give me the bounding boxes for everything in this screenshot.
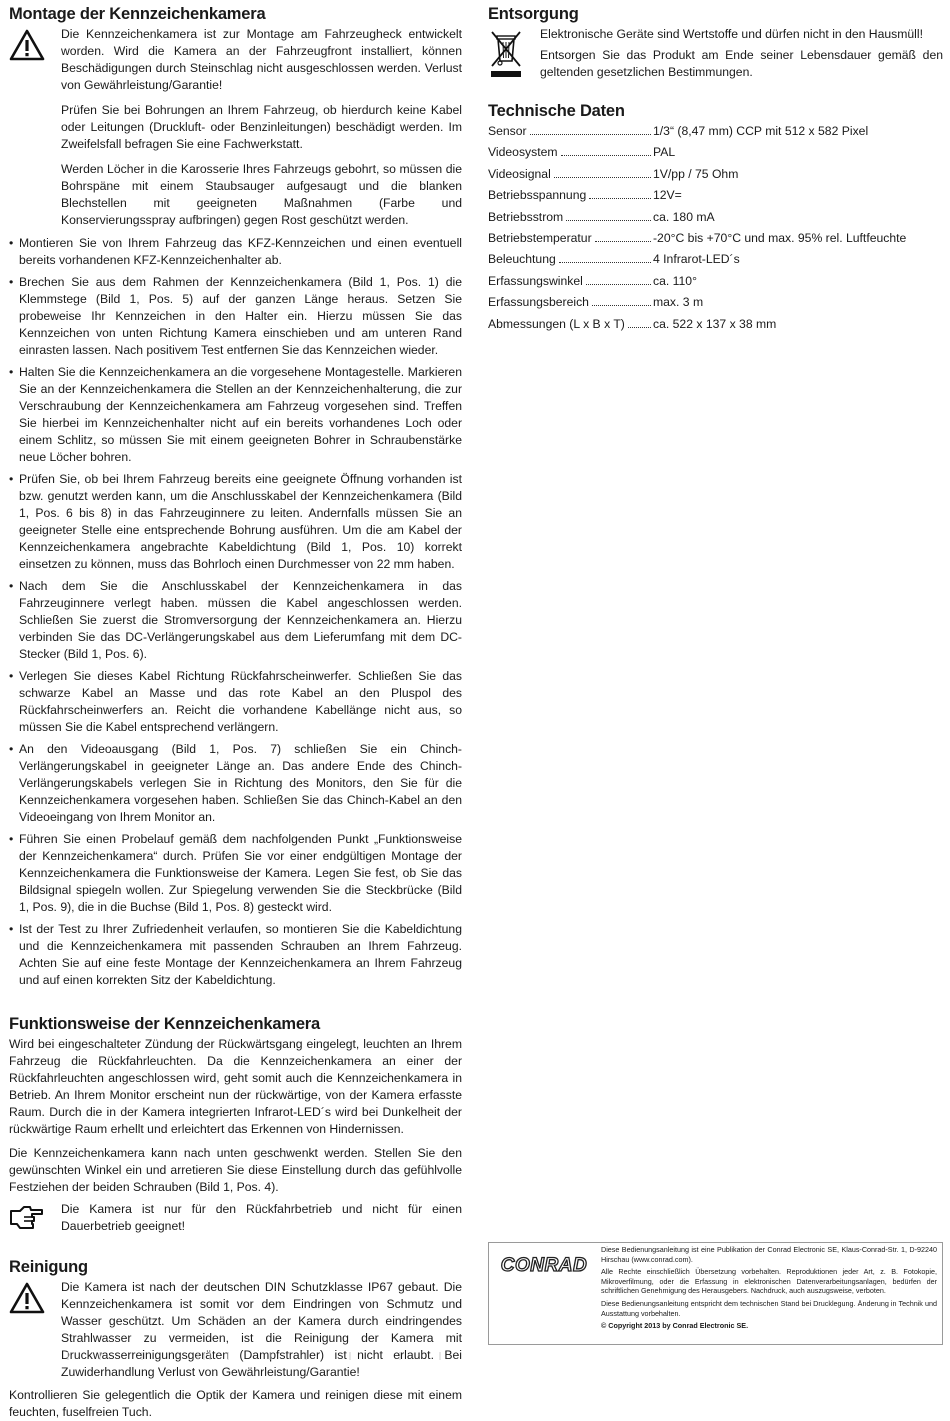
spec-value: 4 Infrarot-LED´s <box>653 252 740 267</box>
list-item: • An den Videoausgang (Bild 1, Pos. 7) schließen Sie ein Chinch-Verlängerungskabel in geeigneter Länge an. Das andere Ende des Chinch-Verlängerungskabels verlegen Sie in Richtung des Monitors, den Sie für die Kennzeichenkamera vorgesehen haben. Schließen Sie das Chinch-Kabel an den Videoeingang von Ihrem Monitor an. <box>9 741 462 826</box>
spec-value: 12V= <box>653 188 682 203</box>
reinigung-heading: Reinigung <box>9 1258 88 1276</box>
spec-label: Beleuchtung <box>488 252 556 267</box>
funktion-paragraph-1: Wird bei eingeschalteter Zündung der Rückwärtsgang eingelegt, leuchten an Ihrem Fahrzeug die Rückfahrleuchten. Da die Kennzeichenkamera an einer der Rückfahrleuchten angeschlossen wird, geht somit auch die Kennzeichenkamera in Betrieb. An Ihrem Monitor erscheint nun der rückwärtige, von der Kamera erfasste Raum. Durch die in der Kamera integrierten Infrarot-LED´s wird bei Dunkelheit der rückwärtige Raum erhellt und erleichtert das Erkennen von Hindernissen. <box>9 1037 462 1136</box>
spec-label: Erfassungsbereich <box>488 295 589 310</box>
spec-row <box>488 209 943 230</box>
spec-row <box>488 316 943 337</box>
reinigung-paragraph: Kontrollieren Sie gelegentlich die Optik der Kamera und reinigen diese mit einem feuchten, fuselfreien Tuch. <box>9 1388 462 1419</box>
list-item: • Prüfen Sie, ob bei Ihrem Fahrzeug bereits eine geeignete Öffnung vorhanden ist bzw. genutzt werden kann, um die Anschlusskabel der Kennzeichenkamera (Bild 1, Pos. 6 bis 8) in das Fahrzeuginnere zu leiten. Andernfalls müssen Sie an geeigneter Stelle eine entsprechende Bohrung ausführen. Um die am Kabel der Kennzeichenkamera angebrachte Kabeldichtung (Bild 1, Pos. 10) korrekt einsetzen zu können, muss das Bohrloch einen Durchmesser von 22 mm haben. <box>9 471 462 573</box>
spec-row <box>488 187 943 208</box>
montage-warning-block <box>9 26 462 229</box>
spec-label: Betriebstemperatur <box>488 230 592 245</box>
conrad-logo-text: CONRAD <box>500 1255 588 1276</box>
warning-triangle-icon <box>9 1282 45 1314</box>
montage-warning-3: Werden Löcher in die Karosserie Ihres Fahrzeugs gebohrt, so müssen die Bohrspäne mit einem Staubsauger aufgesaugt und die blanken Blechstellen mit geeigneten Maßnahmen (Farbe und Konservierungsspray aufbringen) gegen Rost geschützt werden. <box>61 162 462 227</box>
warning-triangle-icon <box>9 29 45 61</box>
spec-label: Videosignal <box>488 166 551 181</box>
funktion-note-block <box>9 1201 462 1235</box>
montage-warning-2: Prüfen Sie bei Bohrungen an Ihrem Fahrzeug, ob hierdurch keine Kabel oder Leitungen (Druckluft- oder Benzinleitungen) beschädigt werden. Im Zweifelsfall befragen Sie eine Fachwerkstatt. <box>61 103 462 151</box>
imprint-box <box>488 1242 943 1345</box>
reinigung-warning: Die Kamera ist nach der deutschen DIN Schutzklasse IP67 gebaut. Die Kennzeichenkamera ist somit vor dem Eindringen von Schmutz und Wasser geschützt. Um Schäden an der Kamera durch eindringendes Strahlwasser zu vermeiden, ist die Reinigung der Kamera mit Druckwasserreinigungsgeräten (Dampfstrahler) ist nicht erlaubt. Bei Zuwiderhandlung Verlust von Gewährleistung/Garantie! <box>61 1280 462 1379</box>
crossed-out-bin-icon <box>488 28 524 80</box>
spec-label: Erfassungswinkel <box>488 273 583 288</box>
entsorgung-paragraph-1: Elektronische Geräte sind Wertstoffe und dürfen nicht in den Hausmüll! <box>540 27 923 41</box>
reinigung-warning-block <box>9 1279 462 1381</box>
spec-label: Betriebsspannung <box>488 188 587 203</box>
spec-table <box>488 123 943 337</box>
spec-value: ca. 110° <box>653 273 697 288</box>
entsorgung-heading: Entsorgung <box>488 5 579 23</box>
conrad-logo-icon <box>493 1248 595 1280</box>
conrad-logo <box>489 1243 599 1344</box>
spec-label: Sensor <box>488 124 527 138</box>
funktion-note: Die Kamera ist nur für den Rückfahrbetrieb und nicht für einen Dauerbetrieb geeignet! <box>61 1202 462 1233</box>
spec-value: -20°C bis +70°C und max. 95% rel. Luftfeuchte <box>653 230 907 245</box>
list-item: • Montieren Sie von Ihrem Fahrzeug das KFZ-Kennzeichen und einen eventuell bereits vorhandenen KFZ-Kennzeichenhalter ab. <box>9 235 462 269</box>
spec-row <box>488 166 943 187</box>
list-item: • Führen Sie einen Probelauf gemäß dem nachfolgenden Punkt „Funktionsweise der Kennzeichenkamera“ durch. Prüfen Sie vor einer endgültigen Montage der Kennzeichenkamera die Funktionsweise der Kamera. Legen Sie fest, ob Sie das Bildsignal spiegeln wollen. Zur Spiegelung verwenden Sie die Steckbrücke (Bild 1, Pos. 9), die in die Buchse (Bild 1, Pos. 8) gesteckt wird. <box>9 831 462 916</box>
spec-row <box>488 273 943 294</box>
spec-label: Videosystem <box>488 145 558 160</box>
list-item: • Brechen Sie aus dem Rahmen der Kennzeichenkamera (Bild 1, Pos. 1) die Klemmstege (Bild 1, Pos. 5) auf der ganzen Länge heraus. Setzen Sie probeweise Ihr Kennzeichen in den Halter ein. Hierzu müssen Sie das Kennzeichen von unten Richtung Kamera einschieben und am unteren Rand einrasten lassen. Nach positivem Test entfernen Sie das Kennzeichen wieder. <box>9 274 462 359</box>
list-item: • Halten Sie die Kennzeichenkamera an die vorgesehene Montagestelle. Markieren Sie an der Kennzeichenkamera die Stellen an der Kennzeichenhalterung, die zur Verschraubung der Kennzeichenkamera am Fahrzeug vorgesehen sind. Treffen Sie hierbei im Kennzeichenhalter nicht auf ein bereits vorhandenes Loch oder einem Schlitz, so müssen Sie mit einem geeigneten Bohrer in Schraubenstärke neue Löcher bohren. <box>9 364 462 466</box>
pointing-hand-icon <box>9 1201 45 1233</box>
list-item: • Nach dem Sie die Anschlusskabel der Kennzeichenkamera in das Fahrzeuginnere verlegt haben. müssen die Kabel angeschlossen werden. Schließen Sie zuerst die Stromversorgung der Kennzeichenkamera an. Hierzu verbinden Sie das DC-Verlängerungskabel aus dem Lieferumfang mit dem DC-Stecker (Bild 1, Pos. 6). <box>9 578 462 663</box>
left-column <box>9 4 462 1421</box>
spec-label: Abmessungen (L x B x T) <box>488 316 625 331</box>
montage-heading: Montage der Kennzeichenkamera <box>9 5 266 23</box>
imprint-text <box>599 1243 942 1344</box>
print-marks <box>60 1352 460 1360</box>
list-item: • Ist der Test zu Ihrer Zufriedenheit verlaufen, so montieren Sie die Kabeldichtung und die Kennzeichenkamera mit passenden Schrauben an Ihrem Fahrzeug. Achten Sie auf eine feste Montage der Kennzeichenkamera an Ihrem Fahrzeug und auf einen korrekten Sitz der Kabeldichtung. <box>9 921 462 989</box>
spec-row <box>488 230 943 251</box>
technische-daten-heading: Technische Daten <box>488 102 625 120</box>
list-item: • Verlegen Sie dieses Kabel Richtung Rückfahrscheinwerfer. Schließen Sie das schwarze Kabel an Masse und das rote Kabel an den Pluspol des Rückfahrscheinwerfers an. Reicht die vorhandene Kabellänge nicht aus, so müssen Sie die Kabel entsprechend verlängern. <box>9 668 462 736</box>
imprint-paragraph-2: Alle Rechte einschließlich Übersetzung vorbehalten. Reproduktionen jeder Art, z. B. Fotokopie, Mikroverfilmung, oder die Erfassung in elektronischen Datenverarbeitungsanlagen, bedürfen der schriftlichen Genehmigung des Herausgebers. Nachdruck, auch auszugsweise, verboten. <box>601 1267 937 1296</box>
spec-value: PAL <box>653 145 676 160</box>
montage-warning-1: Die Kennzeichenkamera ist zur Montage am Fahrzeugheck entwickelt worden. Wird die Kamera an der Fahrzeugfront installiert, können Beschädigungen durch Steinschlag nicht ausgeschlossen werden. Verlust von Gewährleistung/Garantie! <box>61 27 462 92</box>
entsorgung-paragraph-2: Entsorgen Sie das Produkt am Ende seiner Lebensdauer gemäß den geltenden gesetzlichen Bestimmungen. <box>540 48 943 79</box>
spec-row <box>488 294 943 315</box>
funktion-paragraph-2: Die Kennzeichenkamera kann nach unten geschwenkt werden. Stellen Sie den gewünschten Winkel ein und arretieren Sie diese Einstellung durch das gefühlvolle Festziehen der beiden Schrauben (Bild 1, Pos. 4). <box>9 1146 462 1194</box>
imprint-copyright: © Copyright 2013 by Conrad Electronic SE. <box>601 1321 749 1331</box>
spec-row <box>488 144 943 165</box>
spec-value: 1V/pp / 75 Ohm <box>653 166 739 181</box>
spec-value: ca. 522 x 137 x 38 mm <box>653 316 777 331</box>
spec-value: max. 3 m <box>653 295 704 310</box>
spec-row <box>488 123 943 144</box>
right-column <box>488 4 943 337</box>
imprint-paragraph-3: Diese Bedienungsanleitung entspricht dem technischen Stand bei Drucklegung. Änderung in Technik und Ausstattung vorbehalten. <box>601 1298 937 1318</box>
funktion-heading: Funktionsweise der Kennzeichenkamera <box>9 1015 320 1033</box>
spec-label: Betriebsstrom <box>488 209 564 224</box>
spec-value: 1/3“ (8,47 mm) CCP mit 512 x 582 Pixel <box>653 124 869 138</box>
spec-row <box>488 251 943 272</box>
entsorgung-block <box>488 26 943 81</box>
imprint-paragraph-1: Diese Bedienungsanleitung ist eine Publikation der Conrad Electronic SE, Klaus-Conrad-Str. 1, D-92240 Hirschau (www.conrad.com). <box>601 1245 937 1264</box>
montage-steps-list <box>9 235 462 989</box>
spec-value: ca. 180 mA <box>653 209 715 224</box>
